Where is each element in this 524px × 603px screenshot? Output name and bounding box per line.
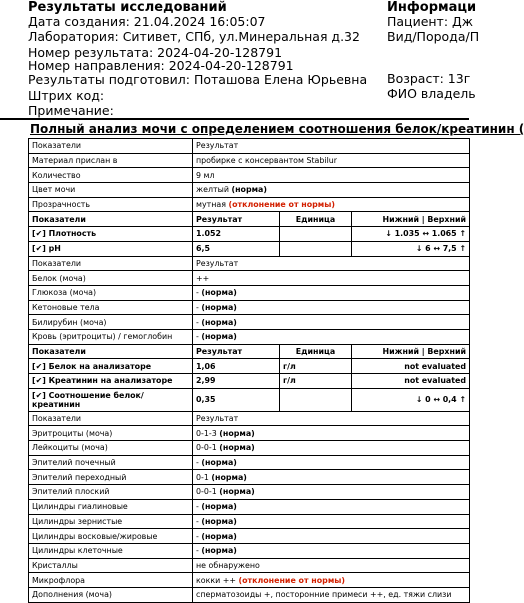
status-normal: (норма) bbox=[201, 458, 237, 468]
param-cell: Цилиндры восковые/жировые bbox=[29, 529, 193, 544]
table-row bbox=[29, 300, 470, 315]
laboratory: Лаборатория: Ситивет, СПб, ул.Минеральная д.32 bbox=[28, 29, 360, 44]
status-normal: (норма) bbox=[201, 332, 237, 342]
table-row bbox=[29, 153, 470, 168]
param-cell: Прозрачность bbox=[29, 197, 193, 212]
unit-cell bbox=[280, 227, 352, 242]
table-row bbox=[29, 426, 470, 441]
result-value: - bbox=[196, 317, 199, 327]
table-header-row bbox=[29, 212, 470, 227]
param-cell: Дополнения (моча) bbox=[29, 587, 193, 602]
header-divider bbox=[0, 118, 469, 120]
table-row bbox=[29, 388, 470, 411]
result-cell: сперматозоиды +, посторонние примеси ++, ед. тяжи слизи bbox=[193, 587, 470, 602]
column-header: Нижний | Верхний bbox=[352, 344, 470, 359]
param-cell: Глюкоза (моча) bbox=[29, 285, 193, 300]
result-cell: не обнаружено bbox=[193, 558, 470, 573]
result-cell bbox=[193, 455, 470, 470]
range-cell: not evaluated bbox=[352, 374, 470, 389]
table-row bbox=[29, 285, 470, 300]
report-title: Полный анализ мочи с определением соотношения белок/креатинин ( bbox=[30, 122, 524, 136]
result-cell bbox=[193, 183, 470, 198]
result-value: - bbox=[196, 531, 199, 541]
result-cell: 2,99 bbox=[193, 374, 280, 389]
result-value: - bbox=[196, 302, 199, 312]
param-cell: Цилиндры гиалиновые bbox=[29, 499, 193, 514]
results-table bbox=[28, 138, 470, 603]
param-cell: Показатели bbox=[29, 411, 193, 426]
result-cell bbox=[193, 197, 470, 212]
prepared-by: Результаты подготовил: Поташова Елена Юрьевна bbox=[28, 72, 368, 87]
table-row bbox=[29, 543, 470, 558]
creation-date: Дата создания: 21.04.2024 16:05:07 bbox=[28, 14, 266, 29]
referral-number: Номер направления: 2024-04-20-128791 bbox=[28, 58, 294, 73]
result-cell bbox=[193, 514, 470, 529]
result-value: 0-1 bbox=[196, 472, 209, 482]
result-number: Номер результата: 2024-04-20-128791 bbox=[28, 45, 283, 60]
status-normal: (норма) bbox=[231, 185, 267, 195]
column-header: Единица bbox=[280, 212, 352, 227]
table-row bbox=[29, 455, 470, 470]
result-cell bbox=[193, 329, 470, 344]
result-cell bbox=[193, 543, 470, 558]
table-row bbox=[29, 183, 470, 198]
param-cell: Материал прислан в bbox=[29, 153, 193, 168]
range-cell: ↓ 6 ↔ 7,5 ↑ bbox=[352, 241, 470, 256]
table-row bbox=[29, 499, 470, 514]
result-cell: Результат bbox=[193, 411, 470, 426]
table-row bbox=[29, 227, 470, 242]
status-normal: (норма) bbox=[211, 472, 247, 482]
range-cell: ↓ 0 ↔ 0,4 ↑ bbox=[352, 388, 470, 411]
result-value: 0-0-1 bbox=[196, 443, 217, 453]
result-cell: 1,06 bbox=[193, 359, 280, 374]
param-cell: Кровь (эритроциты) / гемоглобин bbox=[29, 329, 193, 344]
result-cell: 1.052 bbox=[193, 227, 280, 242]
results-title: Результаты исследований bbox=[28, 0, 227, 15]
param-cell: [✔] Плотность bbox=[29, 227, 193, 242]
result-cell bbox=[193, 499, 470, 514]
table-row bbox=[29, 411, 470, 426]
status-normal: (норма) bbox=[219, 487, 255, 497]
owner-name: ФИО владель bbox=[387, 86, 476, 101]
result-cell: 9 мл bbox=[193, 168, 470, 183]
result-cell bbox=[193, 300, 470, 315]
range-cell: ↓ 1.035 ↔ 1.065 ↑ bbox=[352, 227, 470, 242]
species-breed: Вид/Порода/П bbox=[387, 29, 480, 44]
unit-cell bbox=[280, 241, 352, 256]
column-header: Результат bbox=[193, 212, 280, 227]
result-cell bbox=[193, 441, 470, 456]
param-cell: [✔] pH bbox=[29, 241, 193, 256]
param-cell: Кетоновые тела bbox=[29, 300, 193, 315]
result-value: кокки ++ bbox=[196, 575, 236, 585]
status-normal: (норма) bbox=[219, 443, 255, 453]
table-row bbox=[29, 441, 470, 456]
table-row bbox=[29, 168, 470, 183]
result-value: - bbox=[196, 458, 199, 468]
param-cell: Микрофлора bbox=[29, 573, 193, 588]
unit-cell bbox=[280, 388, 352, 411]
result-value: желтый bbox=[196, 185, 229, 195]
unit-cell: г/л bbox=[280, 359, 352, 374]
status-normal: (норма) bbox=[201, 302, 237, 312]
column-header: Показатели bbox=[29, 344, 193, 359]
param-cell: Показатели bbox=[29, 139, 193, 154]
table-row bbox=[29, 139, 470, 154]
result-value: - bbox=[196, 288, 199, 298]
table-row bbox=[29, 256, 470, 271]
param-cell: Цилиндры клеточные bbox=[29, 543, 193, 558]
result-value: 0-1-3 bbox=[196, 428, 217, 438]
param-cell: Показатели bbox=[29, 256, 193, 271]
unit-cell: г/л bbox=[280, 374, 352, 389]
param-cell: Эпителий плоский bbox=[29, 485, 193, 500]
result-cell bbox=[193, 485, 470, 500]
column-header: Единица bbox=[280, 344, 352, 359]
status-deviation: (отклонение от нормы) bbox=[228, 200, 335, 210]
table-row bbox=[29, 241, 470, 256]
result-cell: 6,5 bbox=[193, 241, 280, 256]
status-normal: (норма) bbox=[201, 502, 237, 512]
barcode-label: Штрих код: bbox=[28, 88, 105, 103]
result-value: - bbox=[196, 502, 199, 512]
table-row bbox=[29, 514, 470, 529]
table-row bbox=[29, 197, 470, 212]
param-cell: Эритроциты (моча) bbox=[29, 426, 193, 441]
status-normal: (норма) bbox=[201, 288, 237, 298]
result-value: мутная bbox=[196, 200, 226, 210]
status-normal: (норма) bbox=[201, 546, 237, 556]
result-cell bbox=[193, 426, 470, 441]
table-row bbox=[29, 485, 470, 500]
param-cell: Цвет мочи bbox=[29, 183, 193, 198]
table-header-row bbox=[29, 344, 470, 359]
result-value: - bbox=[196, 546, 199, 556]
column-header: Нижний | Верхний bbox=[352, 212, 470, 227]
table-row bbox=[29, 573, 470, 588]
result-value: 0-0-1 bbox=[196, 487, 217, 497]
param-cell: [✔] Креатинин на анализаторе bbox=[29, 374, 193, 389]
patient-age: Возраст: 13г bbox=[387, 71, 471, 86]
param-cell: [✔] Соотношение белок/креатинин bbox=[29, 388, 193, 411]
param-cell: Белок (моча) bbox=[29, 271, 193, 286]
result-cell bbox=[193, 470, 470, 485]
param-cell: Лейкоциты (моча) bbox=[29, 441, 193, 456]
param-cell: Кристаллы bbox=[29, 558, 193, 573]
param-cell: [✔] Белок на анализаторе bbox=[29, 359, 193, 374]
result-cell bbox=[193, 573, 470, 588]
result-value: - bbox=[196, 332, 199, 342]
table-row bbox=[29, 529, 470, 544]
patient-name: Пациент: Дж bbox=[387, 14, 474, 29]
status-deviation: (отклонение от нормы) bbox=[238, 575, 346, 585]
table-row bbox=[29, 558, 470, 573]
note-label: Примечание: bbox=[28, 103, 114, 118]
table-row bbox=[29, 470, 470, 485]
status-normal: (норма) bbox=[201, 531, 237, 541]
result-cell: Результат bbox=[193, 139, 470, 154]
table-row bbox=[29, 315, 470, 330]
report-header bbox=[28, 0, 480, 118]
result-cell bbox=[193, 529, 470, 544]
column-header: Результат bbox=[193, 344, 280, 359]
table-row bbox=[29, 271, 470, 286]
table-row bbox=[29, 374, 470, 389]
result-cell bbox=[193, 315, 470, 330]
column-header: Показатели bbox=[29, 212, 193, 227]
result-value: - bbox=[196, 516, 199, 526]
param-cell: Эпителий почечный bbox=[29, 455, 193, 470]
info-title: Информаци bbox=[387, 0, 477, 15]
result-cell: пробирке с консервантом Stabilur bbox=[193, 153, 470, 168]
status-normal: (норма) bbox=[201, 317, 237, 327]
result-cell: 0,35 bbox=[193, 388, 280, 411]
table-row bbox=[29, 359, 470, 374]
param-cell: Эпителий переходный bbox=[29, 470, 193, 485]
range-cell: not evaluated bbox=[352, 359, 470, 374]
table-row bbox=[29, 587, 470, 602]
result-cell: Результат bbox=[193, 256, 470, 271]
result-cell: ++ bbox=[193, 271, 470, 286]
param-cell: Количество bbox=[29, 168, 193, 183]
status-normal: (норма) bbox=[219, 428, 255, 438]
table-row bbox=[29, 329, 470, 344]
status-normal: (норма) bbox=[201, 516, 237, 526]
result-cell bbox=[193, 285, 470, 300]
param-cell: Цилиндры зернистые bbox=[29, 514, 193, 529]
param-cell: Билирубин (моча) bbox=[29, 315, 193, 330]
